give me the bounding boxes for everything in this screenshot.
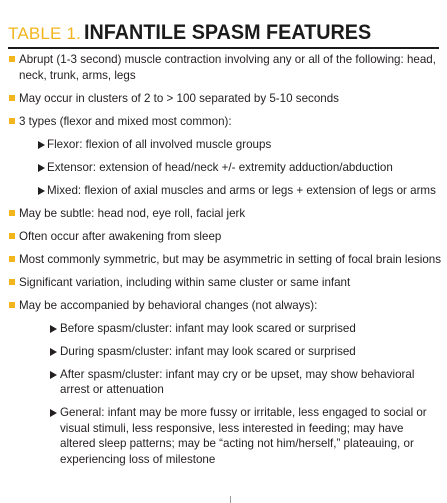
triangle-arrow-icon — [50, 325, 57, 333]
sub-list-item — [8, 321, 442, 337]
list-item-text: 3 types (flexor and mixed most common): — [19, 114, 232, 128]
sub-list-item — [8, 183, 442, 199]
list-item — [8, 298, 442, 314]
list-item-text: Often occur after awakening from sleep — [19, 229, 222, 243]
page-edge-mark — [230, 496, 231, 503]
list-item — [8, 114, 442, 130]
triangle-arrow-icon — [38, 187, 45, 195]
square-bullet-icon — [9, 233, 15, 239]
square-bullet-icon — [9, 95, 15, 101]
sub-list-item — [8, 405, 442, 467]
square-bullet-icon — [9, 56, 15, 62]
table-title — [8, 20, 440, 46]
sub-list-item — [8, 344, 442, 360]
square-bullet-icon — [9, 256, 15, 262]
triangle-arrow-icon — [50, 409, 57, 417]
list-item — [8, 275, 442, 291]
list-item — [8, 91, 442, 107]
triangle-arrow-icon — [50, 371, 57, 379]
triangle-arrow-icon — [38, 164, 45, 172]
list-item — [8, 229, 442, 245]
triangle-arrow-icon — [50, 348, 57, 356]
sub-list-item-text: Flexor: flexion of all involved muscle groups — [47, 137, 272, 151]
sub-list-item — [8, 137, 442, 153]
sub-list-item-text: After spasm/cluster: infant may cry or be upset, may show behavioral arrest or attenuation — [60, 367, 415, 396]
table-number-label: TABLE 1. — [8, 24, 82, 43]
list-item — [8, 206, 442, 222]
sub-list-item-text: Mixed: flexion of axial muscles and arms or legs + extension of legs or arms — [47, 183, 436, 197]
table-heading: INFANTILE SPASM FEATURES — [84, 20, 372, 44]
list-item-text: May be subtle: head nod, eye roll, facial jerk — [19, 206, 246, 220]
list-item-text: Most commonly symmetric, but may be asymmetric in setting of focal brain lesions — [19, 252, 442, 266]
square-bullet-icon — [9, 302, 15, 308]
sub-list-item-text: Before spasm/cluster: infant may look scared or surprised — [60, 321, 356, 335]
list-item — [8, 252, 442, 268]
square-bullet-icon — [9, 210, 15, 216]
list-item-text: Abrupt (1-3 second) muscle contraction involving any or all of the following: head, neck, trunk, arms, legs — [19, 53, 436, 82]
sub-list-item-text: Extensor: extension of head/neck +/- extremity adduction/abduction — [47, 160, 393, 174]
list-item-text: Significant variation, including within same cluster or same infant — [19, 275, 351, 289]
square-bullet-icon — [9, 118, 15, 124]
sub-list-item-text: General: infant may be more fussy or irritable, less engaged to social or visual stimuli, less responsive, less interested in feeding; may have altered sleep patterns; may be “acting not him/herself,” plateauing, or experiencing loss of milestone — [60, 406, 427, 466]
sub-list-item — [8, 160, 442, 176]
triangle-arrow-icon — [38, 141, 45, 149]
sub-list-item — [8, 367, 442, 398]
list-item — [8, 52, 442, 83]
list-item-text: May occur in clusters of 2 to > 100 separated by 5-10 seconds — [19, 91, 339, 105]
list-item-text: May be accompanied by behavioral changes (not always): — [19, 298, 318, 312]
feature-list — [8, 52, 442, 475]
sub-list-item-text: During spasm/cluster: infant may look scared or surprised — [60, 344, 356, 358]
title-divider — [8, 47, 439, 49]
square-bullet-icon — [9, 279, 15, 285]
